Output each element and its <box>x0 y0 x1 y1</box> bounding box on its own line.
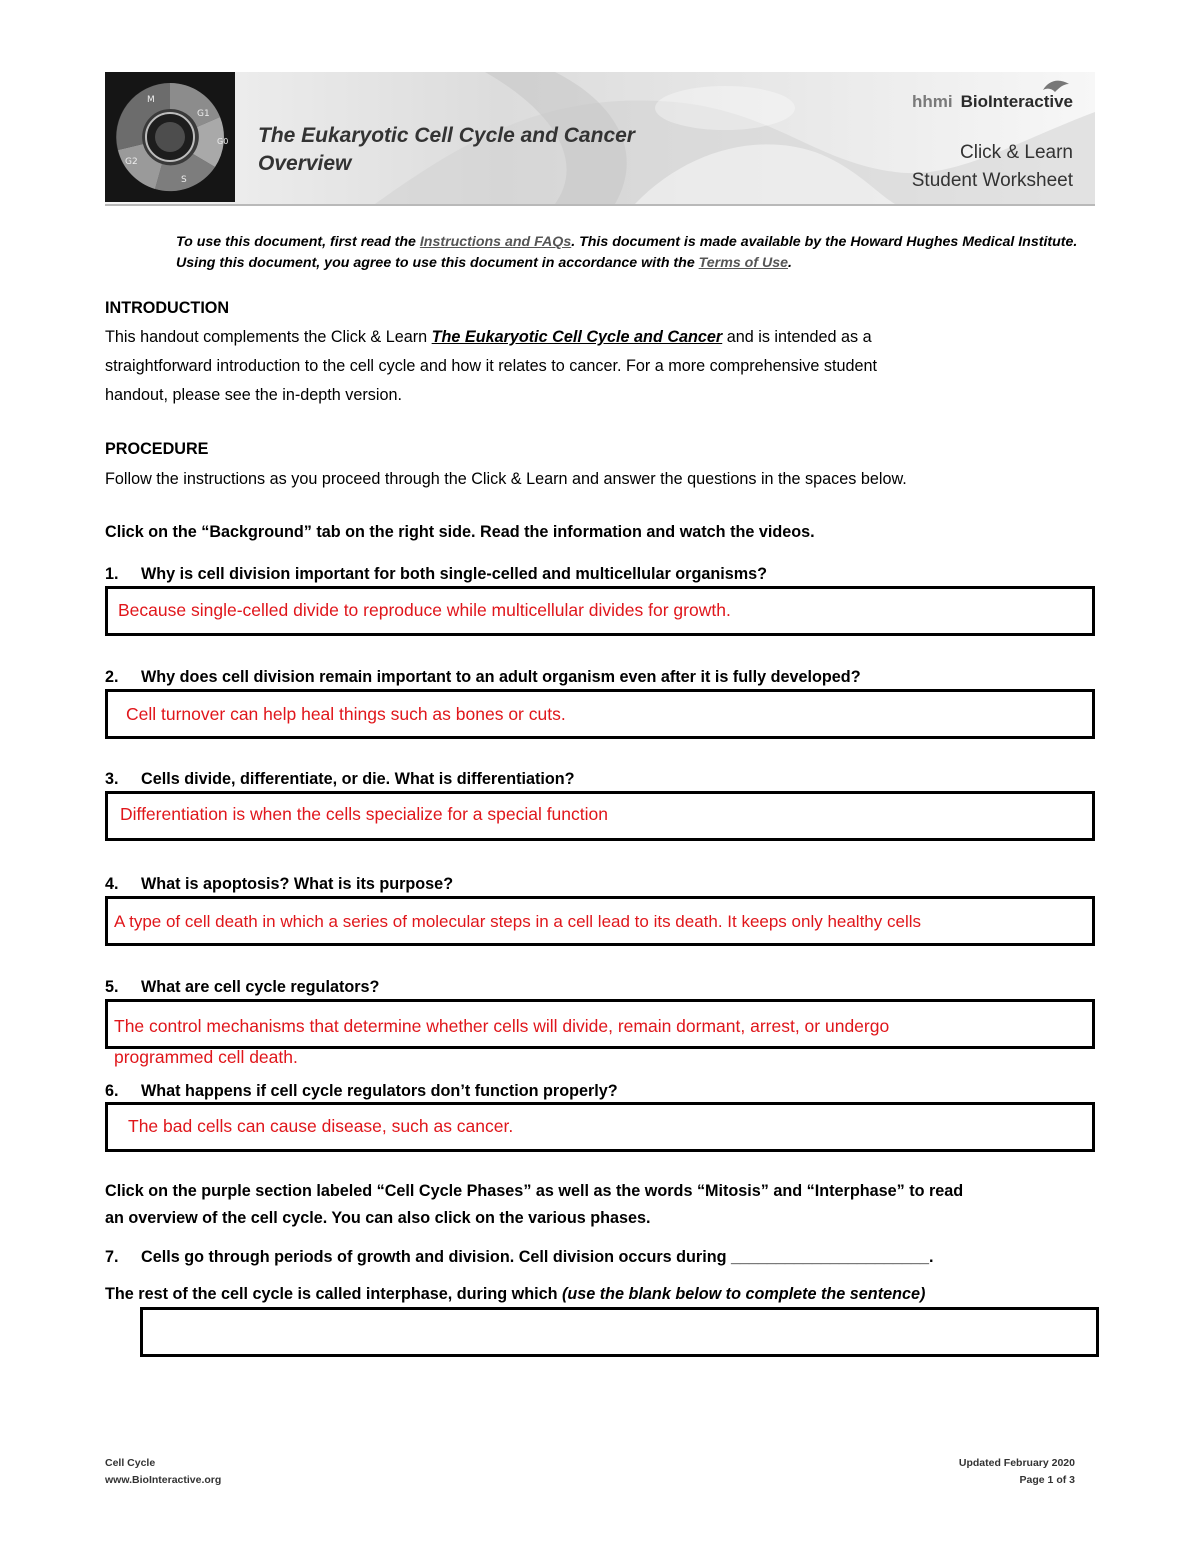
logo-label-g2: G2 <box>125 157 138 167</box>
question-2 <box>105 666 861 688</box>
interphase-sentence-hint: (use the blank below to complete the sentence) <box>561 1285 926 1303</box>
question-4 <box>105 873 453 895</box>
footer-website: www.BioInteractive.org <box>105 1474 222 1486</box>
notice-text-3: . <box>788 255 792 271</box>
answer-5-line-1: The control mechanisms that determine whether cells will divide, remain dormant, arrest, or undergo <box>114 1016 890 1036</box>
intro-line-1-post: and is intended as a <box>722 328 872 346</box>
background-tab-instruction: Click on the “Background” tab on the right side. Read the information and watch the videos. <box>105 523 815 541</box>
terms-of-use-link[interactable]: Terms of Use <box>698 255 789 271</box>
footer-updated-date: Updated February 2020 <box>958 1457 1075 1469</box>
question-number: 4. <box>105 875 119 893</box>
question-text: What are cell cycle regulators? <box>141 978 380 996</box>
intro-line-3: handout, please see the in-depth version. <box>105 386 402 404</box>
question-text: Why does cell division remain important to an adult organism even after it is fully developed? <box>141 668 861 686</box>
question-text: Why is cell division important for both single-celled and multicellular organisms? <box>141 565 768 583</box>
question-1 <box>105 563 767 585</box>
header-banner <box>105 72 1095 206</box>
footer-topic: Cell Cycle <box>105 1457 156 1469</box>
phases-instruction-line-2: an overview of the cell cycle. You can also click on the various phases. <box>105 1209 651 1227</box>
logo-label-m: M <box>147 95 155 105</box>
footer-right <box>959 1455 1075 1489</box>
introduction-text <box>105 323 1105 410</box>
brand-biointeractive: BioInteractive <box>960 92 1073 111</box>
question-3 <box>105 768 575 790</box>
document-title <box>258 122 635 178</box>
question-number: 5. <box>105 978 119 996</box>
question-text: Cells divide, differentiate, or die. What is differentiation? <box>141 770 575 788</box>
question-7 <box>105 1246 934 1268</box>
phases-instruction <box>105 1178 1105 1232</box>
question-text: Cells go through periods of growth and division. Cell division occurs during ______________________. <box>141 1248 934 1266</box>
interphase-sentence <box>105 1280 925 1309</box>
interphase-sentence-text: The rest of the cell cycle is called interphase, during which <box>105 1285 562 1303</box>
notice-text-2: . This document is made available by the Howard Hughes Medical Institute. Using this document, you agree to use this document in accordance with the <box>176 234 1078 271</box>
answer-4: A type of cell death in which a series of molecular steps in a cell lead to its death. It keeps only healthy cells <box>114 912 921 931</box>
worksheet-type: Student Worksheet <box>911 170 1073 191</box>
question-number: 7. <box>105 1248 119 1266</box>
answer-box-7[interactable] <box>140 1307 1099 1357</box>
resource-type: Click & Learn <box>960 142 1073 163</box>
question-number: 2. <box>105 668 119 686</box>
instructions-faqs-link[interactable]: Instructions and FAQs <box>419 234 572 250</box>
brand-hhmi: hhmi <box>911 92 953 111</box>
title-line-2: Overview <box>258 152 352 175</box>
introduction-heading: INTRODUCTION <box>105 299 230 317</box>
question-number: 1. <box>105 565 119 583</box>
intro-line-1-pre: This handout complements the Click & Learn <box>105 328 432 346</box>
answer-6: The bad cells can cause disease, such as cancer. <box>128 1116 514 1136</box>
answer-5-line-2: programmed cell death. <box>114 1047 298 1067</box>
footer-page-number: Page 1 of 3 <box>1019 1474 1075 1486</box>
logo-label-s: S <box>181 175 187 185</box>
question-5 <box>105 976 379 998</box>
procedure-instructions: Follow the instructions as you proceed through the Click & Learn and answer the questions in the spaces below. <box>105 470 907 488</box>
logo-label-g0: G0 <box>217 137 229 146</box>
question-number: 3. <box>105 770 119 788</box>
answer-2: Cell turnover can help heal things such as bones or cuts. <box>126 704 566 724</box>
question-text: What happens if cell cycle regulators don’t function properly? <box>141 1082 618 1100</box>
footer-left <box>105 1455 221 1489</box>
cell-cycle-logo <box>105 72 235 202</box>
click-learn-title-link[interactable]: The Eukaryotic Cell Cycle and Cancer <box>431 328 723 346</box>
cell-cycle-wheel-icon <box>105 72 235 202</box>
logo-label-g1: G1 <box>197 109 210 119</box>
phases-instruction-line-1: Click on the purple section labeled “Cell Cycle Phases” as well as the words “Mitosis” and “Interphase” to read <box>105 1182 964 1200</box>
title-line-1: The Eukaryotic Cell Cycle and Cancer <box>258 124 635 147</box>
answer-3: Differentiation is when the cells specialize for a special function <box>120 804 608 824</box>
procedure-heading: PROCEDURE <box>105 440 209 458</box>
question-text: What is apoptosis? What is its purpose? <box>141 875 454 893</box>
hhmi-biointeractive-logo <box>912 92 1073 112</box>
usage-notice <box>176 232 1086 274</box>
answer-1: Because single-celled divide to reproduce while multicellular divides for growth. <box>118 600 731 620</box>
notice-text-1: To use this document, first read the <box>176 234 420 250</box>
question-number: 6. <box>105 1082 119 1100</box>
intro-line-2: straightforward introduction to the cell cycle and how it relates to cancer. For a more comprehensive student <box>105 357 877 375</box>
question-6 <box>105 1080 618 1102</box>
